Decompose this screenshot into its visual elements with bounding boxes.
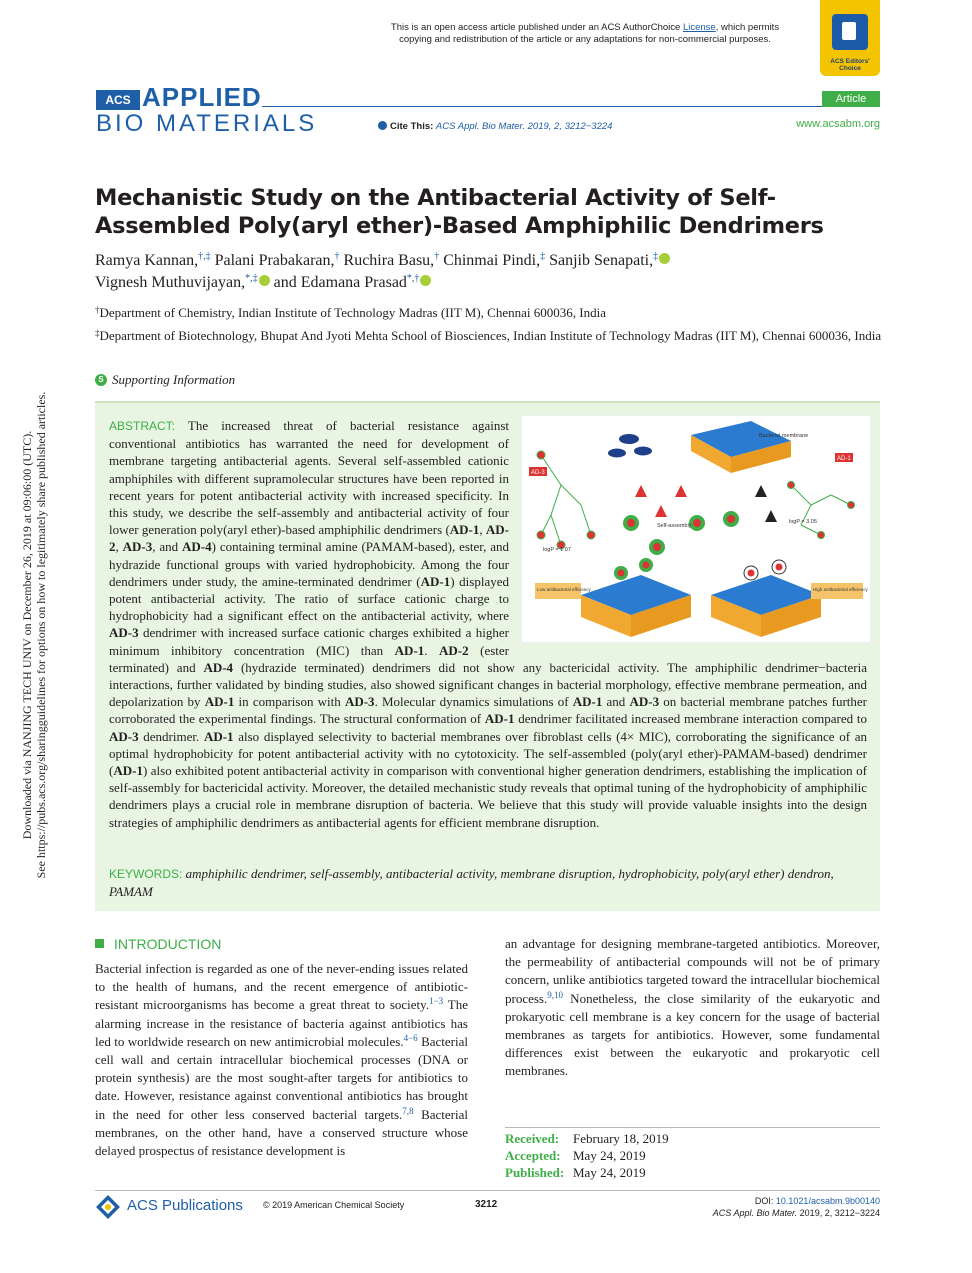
author-affiliation-mark: *,†	[406, 273, 420, 284]
orcid-icon[interactable]	[659, 253, 670, 264]
date-key: Published:	[505, 1165, 565, 1180]
logp-right: logP = 3.05	[789, 519, 817, 525]
author-affiliation-mark: ‡	[653, 251, 659, 262]
text-run: The alarming increase in the resistance of bacteria against antibiotics has led to worldwide research on new antimicrobial molecules.	[95, 997, 468, 1049]
introduction-left-column	[95, 960, 468, 1160]
author-name: and Edamana Prasad	[273, 274, 407, 291]
bacterium	[619, 434, 639, 444]
author-affiliation-mark: †	[334, 251, 340, 262]
bold-term: AD-2	[439, 642, 469, 658]
date-row	[505, 1130, 880, 1147]
bold-term: AD-1	[204, 694, 235, 710]
cite-label: Cite This:	[390, 121, 434, 132]
text-run: an advantage for designing membrane-targeted antibiotics. Moreover, the permeability of antibacterial compounds will not be of primary concern, unlike antibiotics targeted toward the intracellular biochemical process.	[505, 936, 880, 1006]
citation-details: 2019, 2, 3212−3224	[797, 1208, 880, 1218]
date-value: May 24, 2019	[573, 1148, 646, 1163]
date-row	[505, 1147, 880, 1164]
cite-this[interactable]	[378, 121, 612, 132]
text-run: .	[424, 642, 440, 658]
acs-publications-logo-icon[interactable]	[95, 1194, 121, 1220]
download-note	[20, 380, 48, 890]
keywords-text: amphiphilic dendrimer, self-assembly, antibacterial activity, membrane disruption, hydrophobicity, poly(aryl ether) dendron, PAMAM	[109, 866, 834, 899]
affiliation-mark: †	[95, 305, 100, 315]
bold-term: AD-1	[394, 642, 425, 658]
citation-journal: ACS Appl. Bio Mater.	[712, 1208, 798, 1218]
journal-website-link[interactable]: www.acsabm.org	[796, 118, 880, 130]
bold-term: AD-1	[203, 728, 234, 744]
abstract-text	[109, 417, 867, 831]
page-number: 3212	[475, 1199, 498, 1210]
doi-link[interactable]: 10.1021/acsabm.9b00140	[775, 1196, 880, 1206]
orcid-icon[interactable]	[259, 275, 270, 286]
journal-name-line2: BIO MATERIALS	[96, 110, 318, 137]
author-affiliation-mark: ‡	[540, 251, 546, 262]
keywords-label: KEYWORDS:	[109, 867, 183, 881]
supporting-info-link[interactable]: Supporting Information	[112, 372, 236, 387]
bold-term: AD-1	[572, 694, 603, 710]
publisher-name[interactable]: ACS Publications	[127, 1197, 243, 1214]
date-key: Received:	[505, 1131, 560, 1146]
license-link[interactable]: License	[682, 22, 716, 33]
cite-journal: ACS Appl. Bio Mater.	[435, 121, 525, 132]
reference-citation[interactable]: 9,10	[547, 989, 563, 1000]
open-access-notice	[360, 22, 810, 46]
bold-term: AD-3	[344, 694, 375, 710]
oa-line1: This is an open access article published under an ACS AuthorChoice	[390, 22, 683, 33]
bold-term: AD-2	[109, 522, 510, 555]
text-run: and	[602, 694, 630, 710]
author-affiliation-mark: †	[434, 251, 440, 262]
text-run: ) displayed potent antibacterial activity. The ratio of surface cationic charge to hydrophobicity had a significant effect on the antibacterial activity, where	[109, 573, 509, 624]
date-key: Accepted:	[505, 1148, 561, 1163]
bold-term: AD-1	[449, 522, 480, 538]
download-note-line1: Downloaded via NANJING TECH UNIV on December 26, 2019 at 09:06:00 (UTC).	[20, 430, 34, 840]
text-run: , and	[152, 539, 183, 555]
bold-term: AD-4	[203, 659, 234, 675]
editors-choice-label: ACS Editors' Choice	[830, 58, 870, 72]
article-type-tag: Article	[822, 91, 880, 107]
text-run: (ester terminated) and	[109, 642, 510, 675]
membrane-label: Bacterial membrane	[759, 433, 809, 439]
text-run: Bacterial membranes, on the other hand, have a conserved structure whose delayed prospectus of resistance development is	[95, 1106, 468, 1159]
text-run: on bacterial membrane patches further corroborated the experimental findings. The structural conformation of	[109, 694, 867, 727]
bold-term: AD-4	[182, 539, 212, 555]
author-list	[95, 250, 885, 294]
abstract-box	[95, 401, 880, 911]
affiliation-2	[95, 327, 885, 344]
download-note-line2: See https://pubs.acs.org/sharingguidelines for options on how to legitimately share published articles.	[34, 391, 48, 879]
text-run: dendrimer facilitated increased membrane interaction compared to	[514, 711, 867, 727]
orcid-icon[interactable]	[420, 275, 431, 286]
introduction-heading-text: INTRODUCTION	[114, 936, 222, 952]
ad3-label: AD-3	[531, 470, 545, 476]
text-run: in comparison with	[234, 694, 345, 710]
cite-details: 2019, 2, 3212−3224	[527, 121, 613, 132]
reference-citation[interactable]: 4−6	[403, 1032, 418, 1043]
journal-name-line1: APPLIED	[142, 82, 262, 112]
ad1-label: AD-1	[837, 456, 851, 462]
page-footer	[95, 1190, 880, 1224]
date-row	[505, 1164, 880, 1181]
bacterium	[608, 449, 626, 458]
editors-choice-icon	[832, 14, 868, 50]
toc-graphic	[521, 415, 871, 643]
introduction-heading	[95, 936, 221, 952]
text-run: dendrimer with increased surface cationic charges exhibited a higher minimum inhibitory concentration (MIC) than	[109, 625, 509, 658]
text-run: ) also exhibited potent antibacterial activity in comparison with conventional higher generation dendrimers, establishing the implication of self-assembly for bactericidal activity. Moreover, the detailed mechanistic study reveals that optimal tuning of the hydrophobicity of amphiphilic dendrimers plays a crucial role in membrane disruption of bacteria. We believe that this study will provide valuable insights into the design strategies of amphiphilic dendrimers as antibacterial agents for efficient membrane disruption.	[109, 763, 867, 830]
high-efficiency-label: High antibacterial efficiency	[813, 587, 868, 592]
oa-line1-end: , which permits	[715, 22, 780, 33]
text-run: Nonetheless, the close similarity of the eukaryotic and prokaryotic cell membrane is a key concern for the usage of bacterial membranes as targets for antibiotics. However, some fundamental differences exist between the eukaryotic and prokaryotic cell membranes.	[505, 990, 880, 1079]
author-name: Ruchira Basu,	[343, 252, 435, 269]
doi-label: DOI:	[754, 1196, 776, 1206]
author-name: Ramya Kannan,	[95, 252, 199, 269]
date-value: May 24, 2019	[573, 1165, 646, 1180]
bacterium	[634, 447, 652, 456]
journal-acs-mark: ACS	[96, 90, 140, 110]
text-run: ,	[115, 539, 123, 555]
bold-term: AD-1	[484, 711, 515, 727]
low-efficiency-label: Low antibacterial efficiency	[537, 587, 591, 592]
section-square-icon	[95, 939, 104, 948]
text-run: Bacterial cell wall and certain intracellular biochemical processes (DNA or protein synthesis) are the most sought-after targets for antibiotics to date. However, resistance against conventional antibiotics has brought in the need for other less conserved bacterial targets.	[95, 1033, 468, 1122]
bold-term: AD-3	[109, 728, 139, 744]
abstract-label: ABSTRACT:	[109, 419, 176, 433]
affiliation-1	[95, 304, 885, 321]
author-name: Chinmai Pindi,	[443, 252, 541, 269]
text-run: also displayed selectivity to bacterial membranes over fibroblast cells (4× MIC), corroborating the significance of an optimal hydrophobicity for potent antibacterial activity with no cytotoxicity. The self-assembled (poly(aryl ether)-PAMAM-based) dendrimer (	[109, 728, 867, 779]
cite-icon	[378, 121, 387, 130]
logp-left: logP = 1.07	[543, 547, 571, 553]
header-rule	[262, 106, 822, 107]
text-run: ,	[479, 522, 486, 538]
author-name: Vignesh Muthuvijayan,	[95, 274, 246, 291]
doi-block	[713, 1195, 880, 1219]
oa-line2: copying and redistribution of the article or any adaptations for non-commercial purposes.	[399, 34, 771, 45]
supporting-info-icon[interactable]: S	[95, 374, 107, 386]
affiliation-text: Department of Biotechnology, Bhupat And Jyoti Mehta School of Biosciences, Indian Institute of Technology Madras (IIT M), Chennai 600036, India	[99, 328, 882, 343]
text-run: . Molecular dynamics simulations of	[374, 694, 573, 710]
bold-term: AD-1	[113, 763, 143, 779]
date-value: February 18, 2019	[573, 1131, 669, 1146]
author-name: Palani Prabakaran,	[214, 252, 335, 269]
self-assembly-label: Self-assembly	[657, 523, 692, 529]
text-run: (hydrazide terminated) dendrimers did not show any bactericidal activity. The amphiphilic dendrimer−bacteria interactions, further validated by binding studies, also showed significant changes in bacterial morphology, effective membrane permeation, and depolarization by	[109, 659, 868, 710]
author-affiliation-mark: *,‡	[245, 273, 258, 284]
text-run: Bacterial infection is regarded as one of the never-ending issues related to the health of humans, and the recent emergence of antibiotic-resistant microorganisms has become a great threat to society.	[95, 961, 468, 1013]
author-name: Sanjib Senapati,	[549, 252, 654, 269]
text-run: The increased threat of bacterial resistance against conventional antibiotics has warranted the need for development of membrane targeting antibacterial agents. Several self-assembled cationic amphiphiles with different supramolecular structures have been reported in recent years for potent antibacterial activity with increased specificity. In this study, we describe the self-assembly and antibacterial activity of four lower generation poly(aryl ether)-based amphiphilic dendrimers (	[109, 418, 509, 538]
text-run: ) containing terminal amine (PAMAM-based), ester, and hydrazide functional groups with varied hydrophobicity. Among the four dendrimers under study, the amine-terminated dendrimer (	[109, 539, 510, 589]
affiliation-mark: ‡	[95, 328, 100, 338]
keywords	[109, 865, 867, 900]
reference-citation[interactable]: 1−3	[429, 996, 444, 1007]
bold-term: AD-3	[122, 539, 153, 555]
bold-term: AD-3	[629, 694, 660, 710]
copyright: © 2019 American Chemical Society	[263, 1200, 405, 1210]
article-title: Mechanistic Study on the Antibacterial Activity of Self-Assembled Poly(aryl ether)-Based Amphiphilic Dendrimers	[95, 185, 824, 239]
text-run: dendrimer.	[138, 728, 204, 744]
author-affiliation-mark: †,‡	[198, 251, 211, 262]
bold-term: AD-3	[109, 625, 139, 641]
editors-choice-badge[interactable]	[820, 0, 880, 76]
introduction-right-column	[505, 935, 880, 1081]
bold-term: AD-1	[420, 573, 451, 589]
reference-citation[interactable]: 7,8	[402, 1105, 414, 1116]
publication-dates	[505, 1127, 880, 1181]
affiliation-text: Department of Chemistry, Indian Institute of Technology Madras (IIT M), Chennai 600036, India	[99, 305, 606, 320]
